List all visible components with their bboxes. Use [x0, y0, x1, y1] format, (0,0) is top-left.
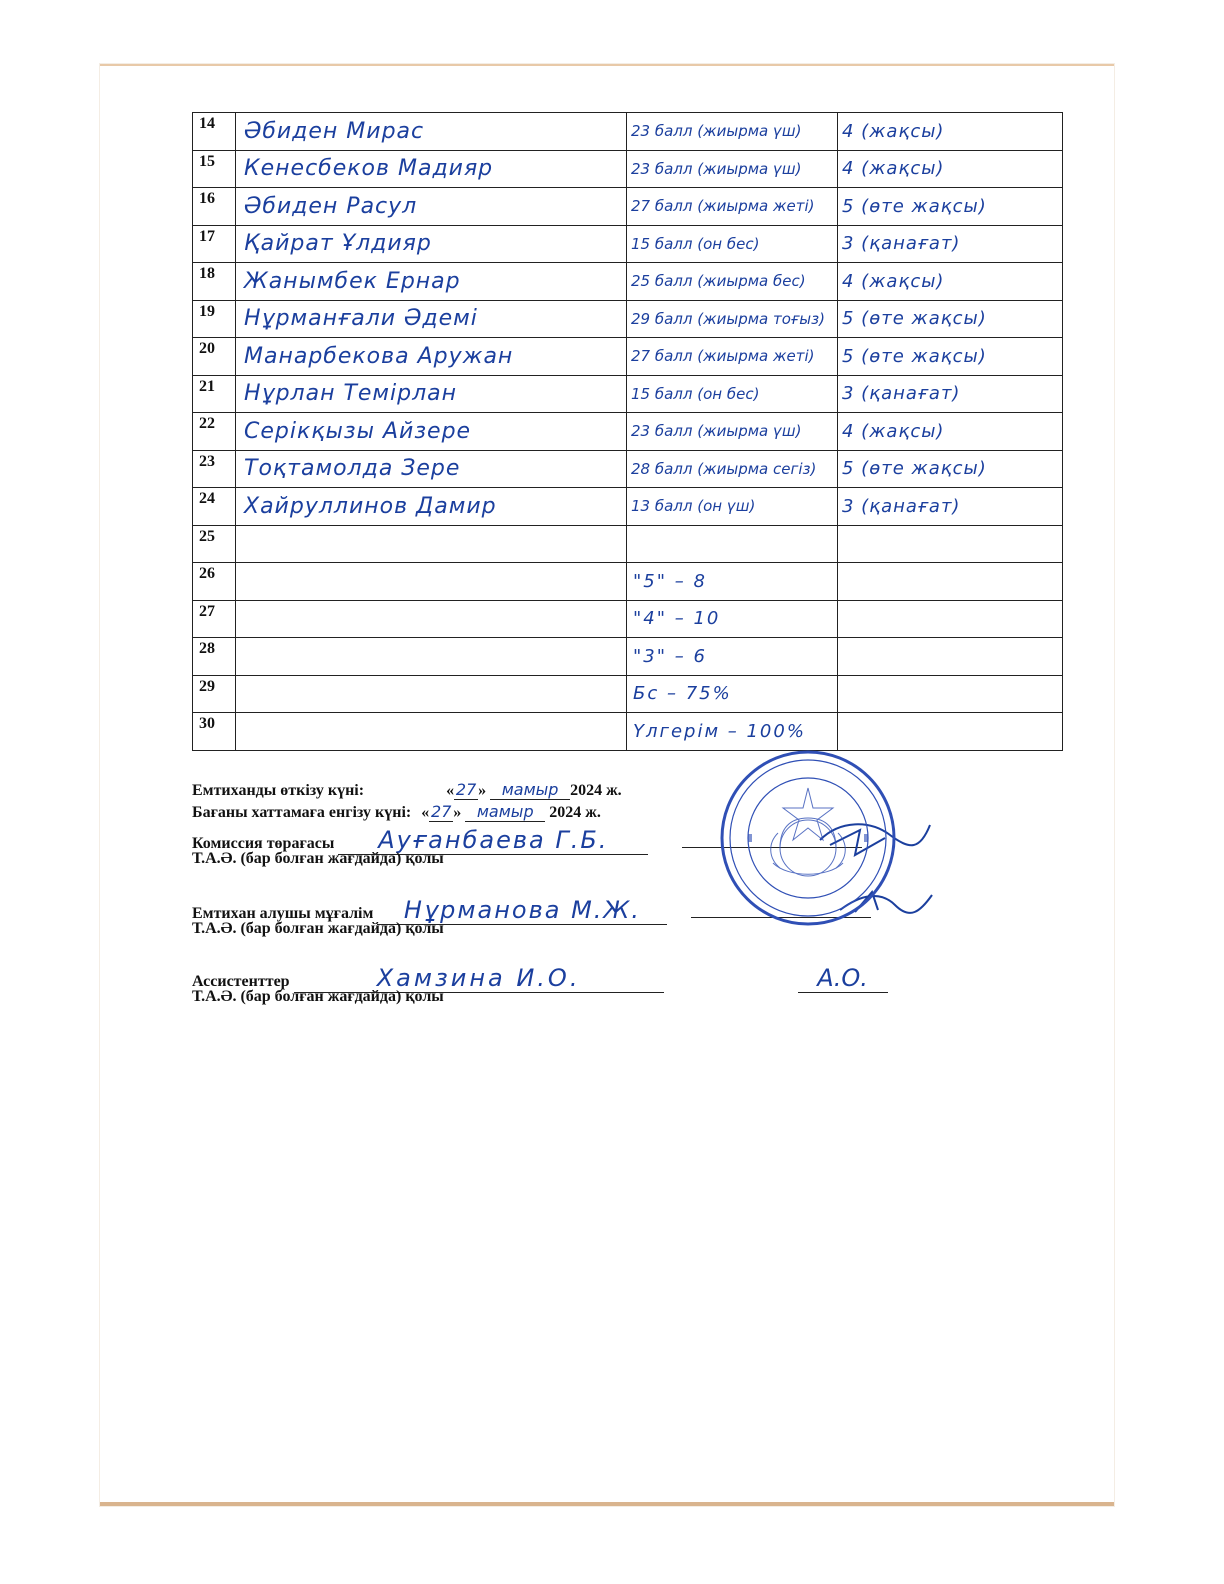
summary-value: Үлгерім – 100%	[633, 720, 806, 742]
grade-cell	[838, 413, 1063, 451]
student-name-cell	[236, 150, 627, 188]
score-cell	[627, 113, 838, 151]
grade-cell	[838, 300, 1063, 338]
student-name-cell	[236, 525, 627, 563]
student-name: Әбиден Мирас	[244, 118, 425, 144]
grade-cell	[838, 375, 1063, 413]
assistant-signature: А.О.	[817, 964, 868, 992]
student-name: Нұрманғали Әдемі	[244, 306, 478, 332]
score-cell	[627, 300, 838, 338]
grade-cell	[838, 563, 1063, 601]
grade-cell	[838, 338, 1063, 376]
exam-date-day: 27	[455, 780, 477, 799]
entry-date-label: Бағаны хаттамаға енгізу күні:	[192, 804, 412, 821]
row-number: 24	[193, 488, 236, 526]
teacher-label: Емтихан алушы мұғалім	[192, 905, 374, 922]
table-row	[193, 563, 1063, 601]
row-number: 29	[193, 675, 236, 713]
grade-cell	[838, 225, 1063, 263]
student-name-cell	[236, 225, 627, 263]
teacher-name: Нұрманова М.Ж.	[403, 896, 641, 924]
grade-value: 5 (өте жақсы)	[842, 195, 987, 217]
entry-date-year-suffix: ж.	[585, 804, 601, 821]
row-number: 18	[193, 263, 236, 301]
table-row	[193, 188, 1063, 226]
summary-value: "4" – 10	[633, 608, 721, 630]
grade-cell	[838, 713, 1063, 751]
exam-date-year-suffix: ж.	[606, 782, 622, 799]
score-value: 25 балл (жиырма бес)	[631, 272, 806, 291]
score-cell	[627, 638, 838, 676]
score-cell	[627, 188, 838, 226]
score-cell	[627, 675, 838, 713]
exam-date-month: мамыр	[490, 780, 570, 800]
table-row	[193, 113, 1063, 151]
grade-cell	[838, 488, 1063, 526]
score-value: 13 балл (он үш)	[631, 497, 756, 516]
student-name-cell	[236, 113, 627, 151]
table-row	[193, 413, 1063, 451]
table-row	[193, 338, 1063, 376]
entry-date-line: Бағаны хаттамаға енгізу күні: « 27 » мамыр 2024 ж.	[192, 802, 601, 821]
summary-value: "5" – 8	[633, 570, 707, 592]
grade-value: 5 (өте жақсы)	[842, 458, 987, 480]
score-cell	[627, 263, 838, 301]
table-row	[193, 525, 1063, 563]
row-number: 23	[193, 450, 236, 488]
score-value: 15 балл (он бес)	[631, 234, 760, 253]
row-number: 19	[193, 300, 236, 338]
grade-value: 4 (жақсы)	[842, 420, 945, 442]
score-value: 23 балл (жиырма үш)	[631, 122, 802, 141]
score-value: 27 балл (жиырма жеті)	[631, 347, 815, 366]
grade-value: 4 (жақсы)	[842, 120, 945, 142]
summary-value: Бс – 75%	[633, 683, 732, 705]
student-name-cell	[236, 338, 627, 376]
grade-cell	[838, 263, 1063, 301]
table-row	[193, 300, 1063, 338]
grade-cell	[838, 638, 1063, 676]
entry-date-day: 27	[431, 802, 452, 821]
grade-value: 5 (өте жақсы)	[842, 308, 987, 330]
teacher-fio-label: Т.А.Ә. (бар болған жағдайда) қолы	[192, 920, 444, 937]
table-row	[193, 150, 1063, 188]
row-number: 21	[193, 375, 236, 413]
student-name-cell	[236, 488, 627, 526]
table-row	[193, 263, 1063, 301]
table-row	[193, 375, 1063, 413]
student-name: Тоқтамолда Зере	[244, 456, 461, 482]
row-number: 22	[193, 413, 236, 451]
table-row	[193, 713, 1063, 751]
student-name-cell	[236, 450, 627, 488]
row-number: 28	[193, 638, 236, 676]
assistants-label: Ассистенттер	[192, 973, 290, 990]
chair-label: Комиссия төрағасы	[192, 835, 335, 852]
score-value: 28 балл (жиырма сегіз)	[631, 459, 817, 478]
student-name: Әбиден Расул	[244, 193, 418, 219]
grade-value: 3 (қанағат)	[842, 495, 961, 517]
grade-cell	[838, 150, 1063, 188]
grade-value: 3 (қанағат)	[842, 383, 961, 405]
score-value: 15 балл (он бес)	[631, 384, 760, 403]
exam-date-line: Емтиханды өткізу күні: « 27 » мамыр 2024 ж.	[192, 780, 622, 799]
student-name-cell	[236, 600, 627, 638]
row-number: 30	[193, 713, 236, 751]
table-row	[193, 450, 1063, 488]
student-name: Серікқызы Айзере	[244, 418, 472, 444]
grade-value: 5 (өте жақсы)	[842, 345, 987, 367]
row-number: 16	[193, 188, 236, 226]
row-number: 15	[193, 150, 236, 188]
grade-cell	[838, 113, 1063, 151]
exam-date-year: 2024	[570, 782, 603, 799]
score-value: 23 балл (жиырма үш)	[631, 159, 802, 178]
score-cell	[627, 225, 838, 263]
score-cell	[627, 525, 838, 563]
score-cell	[627, 450, 838, 488]
official-seal	[718, 748, 898, 928]
score-value: 27 балл (жиырма жеті)	[631, 197, 815, 216]
grades-table	[192, 112, 1063, 751]
table-row	[193, 600, 1063, 638]
grade-cell	[838, 600, 1063, 638]
score-cell	[627, 488, 838, 526]
row-number: 26	[193, 563, 236, 601]
summary-value: "3" – 6	[633, 645, 707, 667]
grade-cell	[838, 525, 1063, 563]
chair-name: Ауғанбаева Г.Б.	[378, 826, 609, 854]
table-row	[193, 638, 1063, 676]
assistant-name: Хамзина И.О.	[376, 964, 581, 992]
row-number: 25	[193, 525, 236, 563]
student-name-cell	[236, 300, 627, 338]
entry-date-month: мамыр	[465, 802, 545, 822]
entry-date-year: 2024	[549, 804, 582, 821]
student-name: Кенесбеков Мадияр	[244, 156, 494, 182]
student-name-cell	[236, 413, 627, 451]
assistants-fio-label: Т.А.Ә. (бар болған жағдайда) қолы	[192, 988, 444, 1005]
row-number: 27	[193, 600, 236, 638]
score-value: 23 балл (жиырма үш)	[631, 422, 802, 441]
score-value: 29 балл (жиырма тоғыз)	[631, 309, 825, 328]
score-cell	[627, 338, 838, 376]
grade-cell	[838, 188, 1063, 226]
grade-value: 3 (қанағат)	[842, 233, 961, 255]
table-row	[193, 488, 1063, 526]
student-name-cell	[236, 675, 627, 713]
student-name-cell	[236, 638, 627, 676]
score-cell	[627, 150, 838, 188]
score-cell	[627, 563, 838, 601]
student-name-cell	[236, 713, 627, 751]
row-number: 14	[193, 113, 236, 151]
row-number: 20	[193, 338, 236, 376]
grade-cell	[838, 675, 1063, 713]
table-row	[193, 225, 1063, 263]
row-number: 17	[193, 225, 236, 263]
student-name-cell	[236, 263, 627, 301]
grade-value: 4 (жақсы)	[842, 270, 945, 292]
score-cell	[627, 413, 838, 451]
student-name: Манарбекова Аружан	[244, 343, 514, 369]
student-name: Қайрат Ұлдияр	[244, 231, 432, 257]
score-cell	[627, 713, 838, 751]
grade-value: 4 (жақсы)	[842, 158, 945, 180]
grade-cell	[838, 450, 1063, 488]
chair-fio-label: Т.А.Ә. (бар болған жағдайда) қолы	[192, 850, 444, 867]
student-name-cell	[236, 563, 627, 601]
grades-table-body	[193, 113, 1063, 751]
student-name: Хайруллинов Дамир	[244, 493, 497, 519]
student-name-cell	[236, 188, 627, 226]
score-cell	[627, 600, 838, 638]
exam-date-label: Емтиханды өткізу күні:	[192, 782, 365, 799]
student-name: Жанымбек Ернар	[244, 268, 461, 294]
student-name: Нұрлан Темірлан	[244, 381, 458, 407]
table-row	[193, 675, 1063, 713]
score-cell	[627, 375, 838, 413]
student-name-cell	[236, 375, 627, 413]
